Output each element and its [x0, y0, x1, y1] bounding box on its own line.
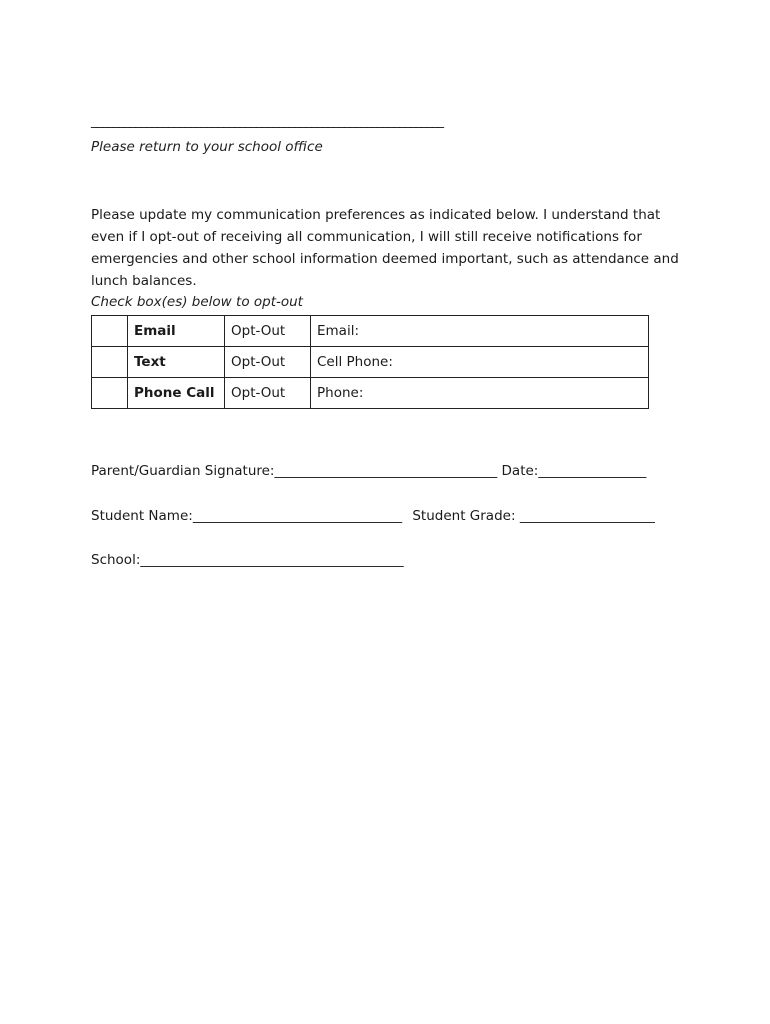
email-contact-field[interactable]: Email:	[311, 316, 649, 347]
text-type-label: Text	[128, 347, 225, 378]
top-blank-line: ________________________________________________________________	[91, 114, 443, 129]
opt-out-caption: Check box(es) below to opt-out	[91, 294, 303, 310]
return-note: Please return to your school office	[91, 139, 323, 155]
school-label: School:	[91, 552, 141, 568]
phone-call-opt-out-checkbox[interactable]	[92, 378, 128, 409]
table-row-phone-call	[92, 378, 649, 409]
parent-signature-blank[interactable]: _________________________________	[274, 463, 498, 479]
student-name-blank[interactable]: _______________________________	[192, 508, 403, 524]
table-row-email	[92, 316, 649, 347]
student-grade-blank[interactable]: ____________________	[519, 508, 655, 524]
school-blank[interactable]: _______________________________________	[140, 552, 404, 568]
date-label: Date:	[501, 463, 539, 479]
student-info-line	[91, 508, 655, 524]
email-opt-out-label: Opt-Out	[225, 316, 311, 347]
opt-out-table	[91, 315, 649, 409]
date-blank[interactable]: ________________	[538, 463, 647, 479]
phone-call-opt-out-label: Opt-Out	[225, 378, 311, 409]
cell-phone-contact-field[interactable]: Cell Phone:	[311, 347, 649, 378]
student-grade-label: Student Grade:	[412, 508, 516, 524]
intro-paragraph: Please update my communication preferences as indicated below. I understand that even if I opt-out of receiving all communication, I will still receive notifications for emergencies and other school information deemed important, such as attendance and lunch balances.	[91, 207, 679, 289]
email-opt-out-checkbox[interactable]	[92, 316, 128, 347]
text-opt-out-label: Opt-Out	[225, 347, 311, 378]
school-line	[91, 552, 404, 568]
phone-contact-field[interactable]: Phone:	[311, 378, 649, 409]
text-opt-out-checkbox[interactable]	[92, 347, 128, 378]
parent-signature-label: Parent/Guardian Signature:	[91, 463, 275, 479]
email-type-label: Email	[128, 316, 225, 347]
parent-signature-line	[91, 463, 646, 479]
student-name-label: Student Name:	[91, 508, 193, 524]
phone-call-type-label: Phone Call	[128, 378, 225, 409]
table-row-text	[92, 347, 649, 378]
